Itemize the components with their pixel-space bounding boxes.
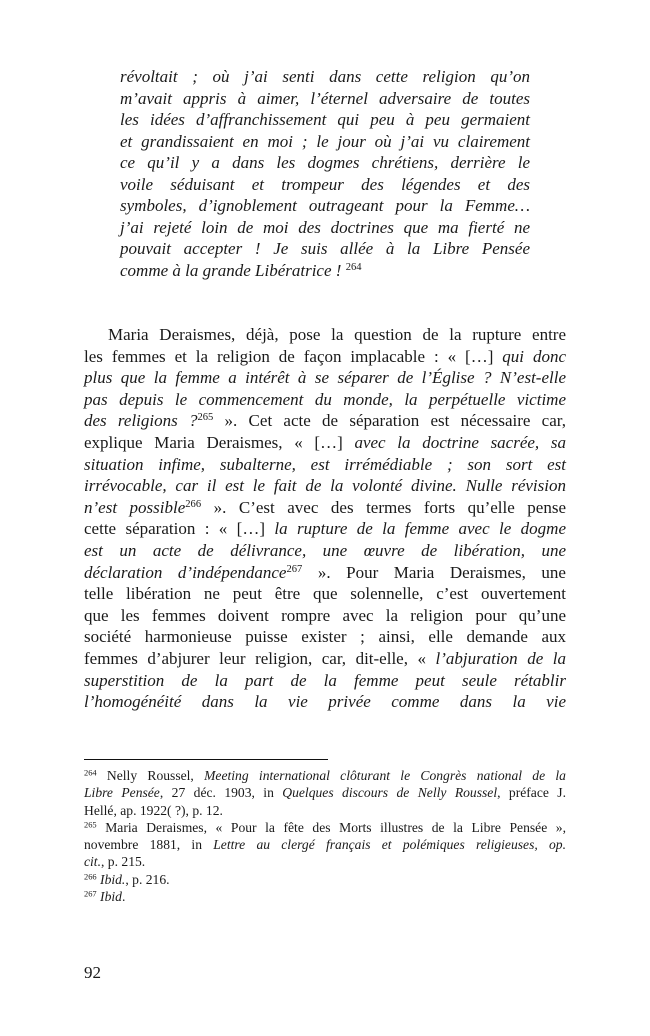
text-line [84, 518, 566, 540]
italic-text: superstition de la part de la femme peut seule rétablir [84, 670, 566, 690]
text-line [84, 888, 566, 905]
text-line [84, 836, 566, 853]
text-line [84, 562, 566, 584]
italic-text: irrévocable, car il est le fait de la volonté divine. Nulle révision [84, 476, 566, 496]
italic-text: des religions ? [84, 411, 198, 431]
text-line [84, 648, 566, 670]
text-line [84, 819, 566, 836]
text-line [120, 217, 530, 239]
text: cette séparation : « […] [84, 519, 275, 539]
text: société harmonieuse puisse exister ; ainsi, elle demande aux [84, 627, 566, 647]
italic-text: l’abjuration de la [435, 648, 566, 668]
text: , préface J. [497, 785, 566, 801]
footnote-ref: 264 [345, 261, 362, 273]
text-line [84, 497, 566, 519]
text-line [84, 605, 566, 627]
body-paragraph [84, 324, 566, 713]
text-line [84, 784, 566, 801]
italic-text: situation infime, subalterne, est irrémédiable ; son sort est [84, 454, 566, 474]
text-line [120, 152, 530, 174]
text-line [84, 432, 566, 454]
footnote-ref: 267 [286, 563, 303, 575]
italic-text: avec la doctrine sacrée, sa [354, 432, 566, 452]
text: , p. 216. [125, 871, 170, 887]
italic-text: est un acte de délivrance, une œuvre de libération, une [84, 540, 566, 560]
italic-text: Quelques discours de Nelly Roussel [282, 785, 498, 801]
text-line [120, 260, 530, 282]
italic-text: révoltait ; où j’ai senti dans cette religion qu’on [120, 67, 530, 86]
text-line [120, 131, 530, 153]
block-quote [120, 66, 530, 281]
text: ». Cet acte de séparation est nécessaire car, [213, 411, 567, 431]
italic-text: pas depuis le commencement du monde, la perpétuelle victime [84, 389, 566, 409]
footnote-ref: 266 [84, 871, 97, 882]
footnotes [84, 767, 566, 905]
text-line [84, 691, 566, 713]
text-line [84, 389, 566, 411]
text-line [120, 109, 530, 131]
text: Maria Deraismes, déjà, pose la question de la rupture entre [108, 325, 566, 344]
text: que les femmes doivent rompre avec la religion pour qu’une [84, 605, 566, 625]
text-line [84, 802, 566, 819]
italic-text: les idées d’affranchissement qui peu à peu germaient [120, 110, 530, 129]
italic-text: ce qu’il y a dans les dogmes chrétiens, derrière le [120, 153, 530, 172]
text-line [84, 871, 566, 888]
text-line [84, 767, 566, 784]
text-line [120, 66, 530, 88]
text: les femmes et la religion de façon implacable : « […] [84, 346, 503, 366]
text: femmes d’abjurer leur religion, car, dit-elle, « [84, 648, 436, 668]
italic-text: m’avait appris à aimer, l’éternel adversaire de toutes [120, 88, 530, 108]
italic-text: Lettre au clergé français et polémiques religieuses, op. [213, 837, 566, 853]
italic-text: voile séduisant et trompeur des légendes et des [120, 174, 530, 194]
footnote-ref: 267 [84, 888, 97, 899]
text: , p. 215. [101, 854, 146, 870]
italic-text: et grandissaient en moi ; le jour où j’ai vu clairement [120, 131, 530, 151]
italic-text: plus que la femme a intérêt à se séparer de l’Église ? N’est-elle [84, 368, 566, 388]
italic-text: cit. [84, 854, 101, 870]
text-line [84, 367, 566, 389]
italic-text: symboles, d’ignoblement outrageant pour la Femme… [120, 196, 530, 215]
text-line [120, 174, 530, 196]
footnote-separator [84, 759, 328, 760]
italic-text: qui donc [502, 346, 566, 366]
text: telle libération ne peut être que solennelle, c’est ouvertement [84, 584, 566, 604]
italic-text: Ibid. [96, 871, 126, 887]
italic-text: n’est possible [84, 497, 186, 517]
text-line [84, 670, 566, 692]
text-line [84, 346, 566, 368]
text: Maria Deraismes, « Pour la fête des Morts illustres de la Libre Pensée », [96, 819, 566, 835]
text-line [120, 195, 530, 217]
text-line [120, 88, 530, 110]
footnote-ref: 265 [197, 412, 214, 424]
italic-text: j’ai rejeté loin de moi des doctrines que ma fierté ne [120, 217, 530, 237]
italic-text: Ibid [96, 889, 122, 905]
footnote-ref: 266 [185, 498, 202, 510]
italic-text: pouvait accepter ! Je suis allée à la Libre Pensée [120, 239, 530, 258]
text-line [84, 475, 566, 497]
text-line [84, 410, 566, 432]
italic-text: comme à la grande Libératrice ! [120, 260, 346, 280]
text: ». Pour Maria Deraismes, une [302, 562, 566, 582]
text-line [120, 238, 530, 260]
text: . [121, 889, 126, 905]
text: ». C’est avec des termes forts qu’elle pense [201, 497, 566, 517]
italic-text: Meeting international clôturant le Congrès national de la [204, 768, 566, 783]
italic-text: Libre Pensée [84, 785, 160, 801]
text-line [84, 583, 566, 605]
text: Hellé, ap. 1922( ?), p. 12. [84, 802, 223, 818]
footnote-ref: 264 [84, 767, 97, 778]
footnote-ref: 265 [84, 819, 97, 830]
italic-text: l’homogénéité dans la vie privée comme dans la vie [84, 692, 566, 712]
italic-text: la rupture de la femme avec le dogme [274, 519, 566, 539]
text-line [84, 454, 566, 476]
text: novembre 1881, in [84, 837, 214, 853]
text-line [84, 540, 566, 562]
text-line [84, 626, 566, 648]
text: explique Maria Deraismes, « […] [84, 432, 355, 452]
text: Nelly Roussel, [96, 768, 205, 783]
page-number: 92 [84, 963, 101, 982]
italic-text: déclaration d’indépendance [84, 562, 287, 582]
text-line [84, 324, 566, 346]
text: , 27 déc. 1903, in [159, 785, 283, 801]
text-line [84, 853, 566, 870]
